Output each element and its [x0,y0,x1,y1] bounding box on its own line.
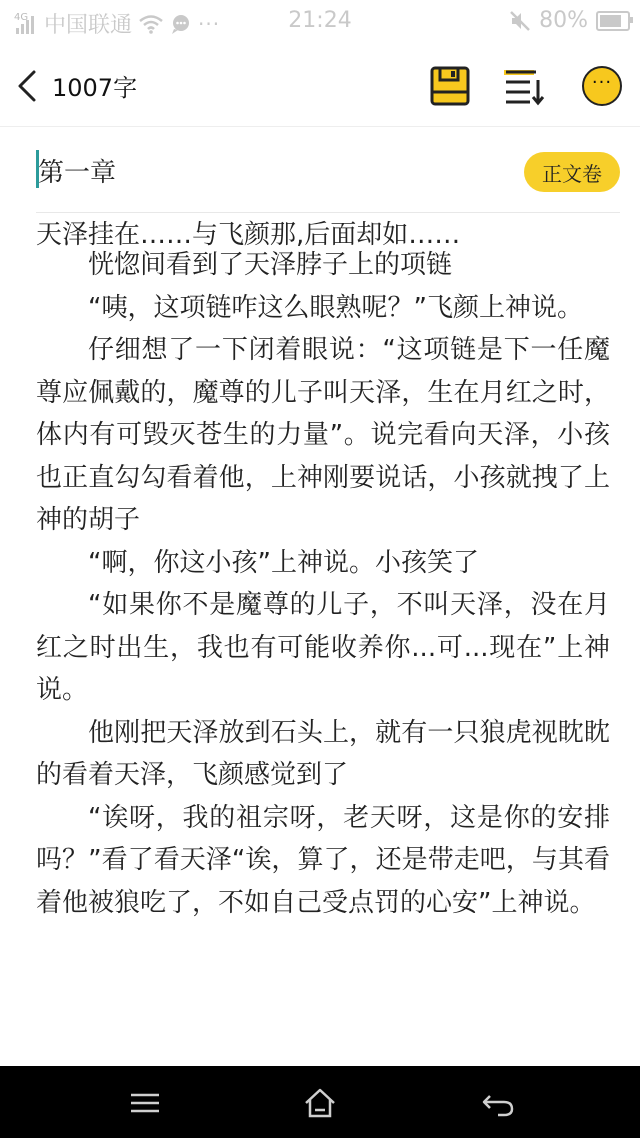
paragraph: “如果你不是魔尊的儿子，不叫天泽，没在月红之时出生，我也有可能收养你...可...现在”上神说。 [36,590,610,705]
word-count: 1007字 [52,74,138,102]
more-notifications-icon: ··· [198,11,221,36]
battery-icon [596,11,630,31]
menu-icon[interactable] [125,1086,165,1120]
chapter-title-row [36,148,620,213]
more-options-button[interactable] [582,66,622,106]
format-list-icon[interactable] [504,66,544,106]
status-right [509,8,630,33]
paragraph: 他刚把天泽放到石头上，就有一只狼虎视眈眈的看着天泽，飞颜感觉到了 [36,717,610,790]
battery-percent: 80% [539,8,588,33]
partially-scrolled-line: 天泽挂在……与飞颜那,后面却如…… [36,220,461,250]
more-dots-icon: ··· [591,72,613,93]
paragraph: “诶呀，我的祖宗呀，老天呀，这是你的安排吗？”看了看天泽“诶，算了，还是带走吧，与其看着他被狼吃了，不如自己受点罚的心安”上神说。 [36,802,610,918]
network-type: 4G [14,12,29,23]
status-bar [0,0,640,44]
clock: 21:24 [288,8,352,33]
paragraph: “啊，你这小孩”上神说。小孩笑了 [88,547,479,578]
system-nav-bar [0,1066,640,1138]
home-icon[interactable] [300,1086,340,1120]
paragraph: 仔细想了一下闭着眼说：“这项链是下一任魔尊应佩戴的，魔尊的儿子叫天泽，生在月红之时，体内有可毁灭苍生的力量”。说完看向天泽，小孩也正直勾勾看着他，上神刚要说话，小孩就拽了上神的胡子 [36,335,610,535]
save-icon[interactable] [430,66,470,106]
chapter-body-editor[interactable] [36,220,610,1040]
volume-button[interactable]: 正文卷 [524,152,620,192]
editor-header [0,44,640,127]
back-icon[interactable] [14,66,44,106]
paragraph: “咦，这项链咋这么眼熟呢？”飞颜上神说。 [88,292,583,323]
carrier-name: 中国联通 [44,13,133,38]
chapter-title-input[interactable]: 第一章 [38,158,117,188]
mute-icon [509,10,531,32]
back-nav-icon[interactable] [478,1086,518,1120]
paragraph: 恍惚间看到了天泽脖子上的项链 [88,250,453,280]
